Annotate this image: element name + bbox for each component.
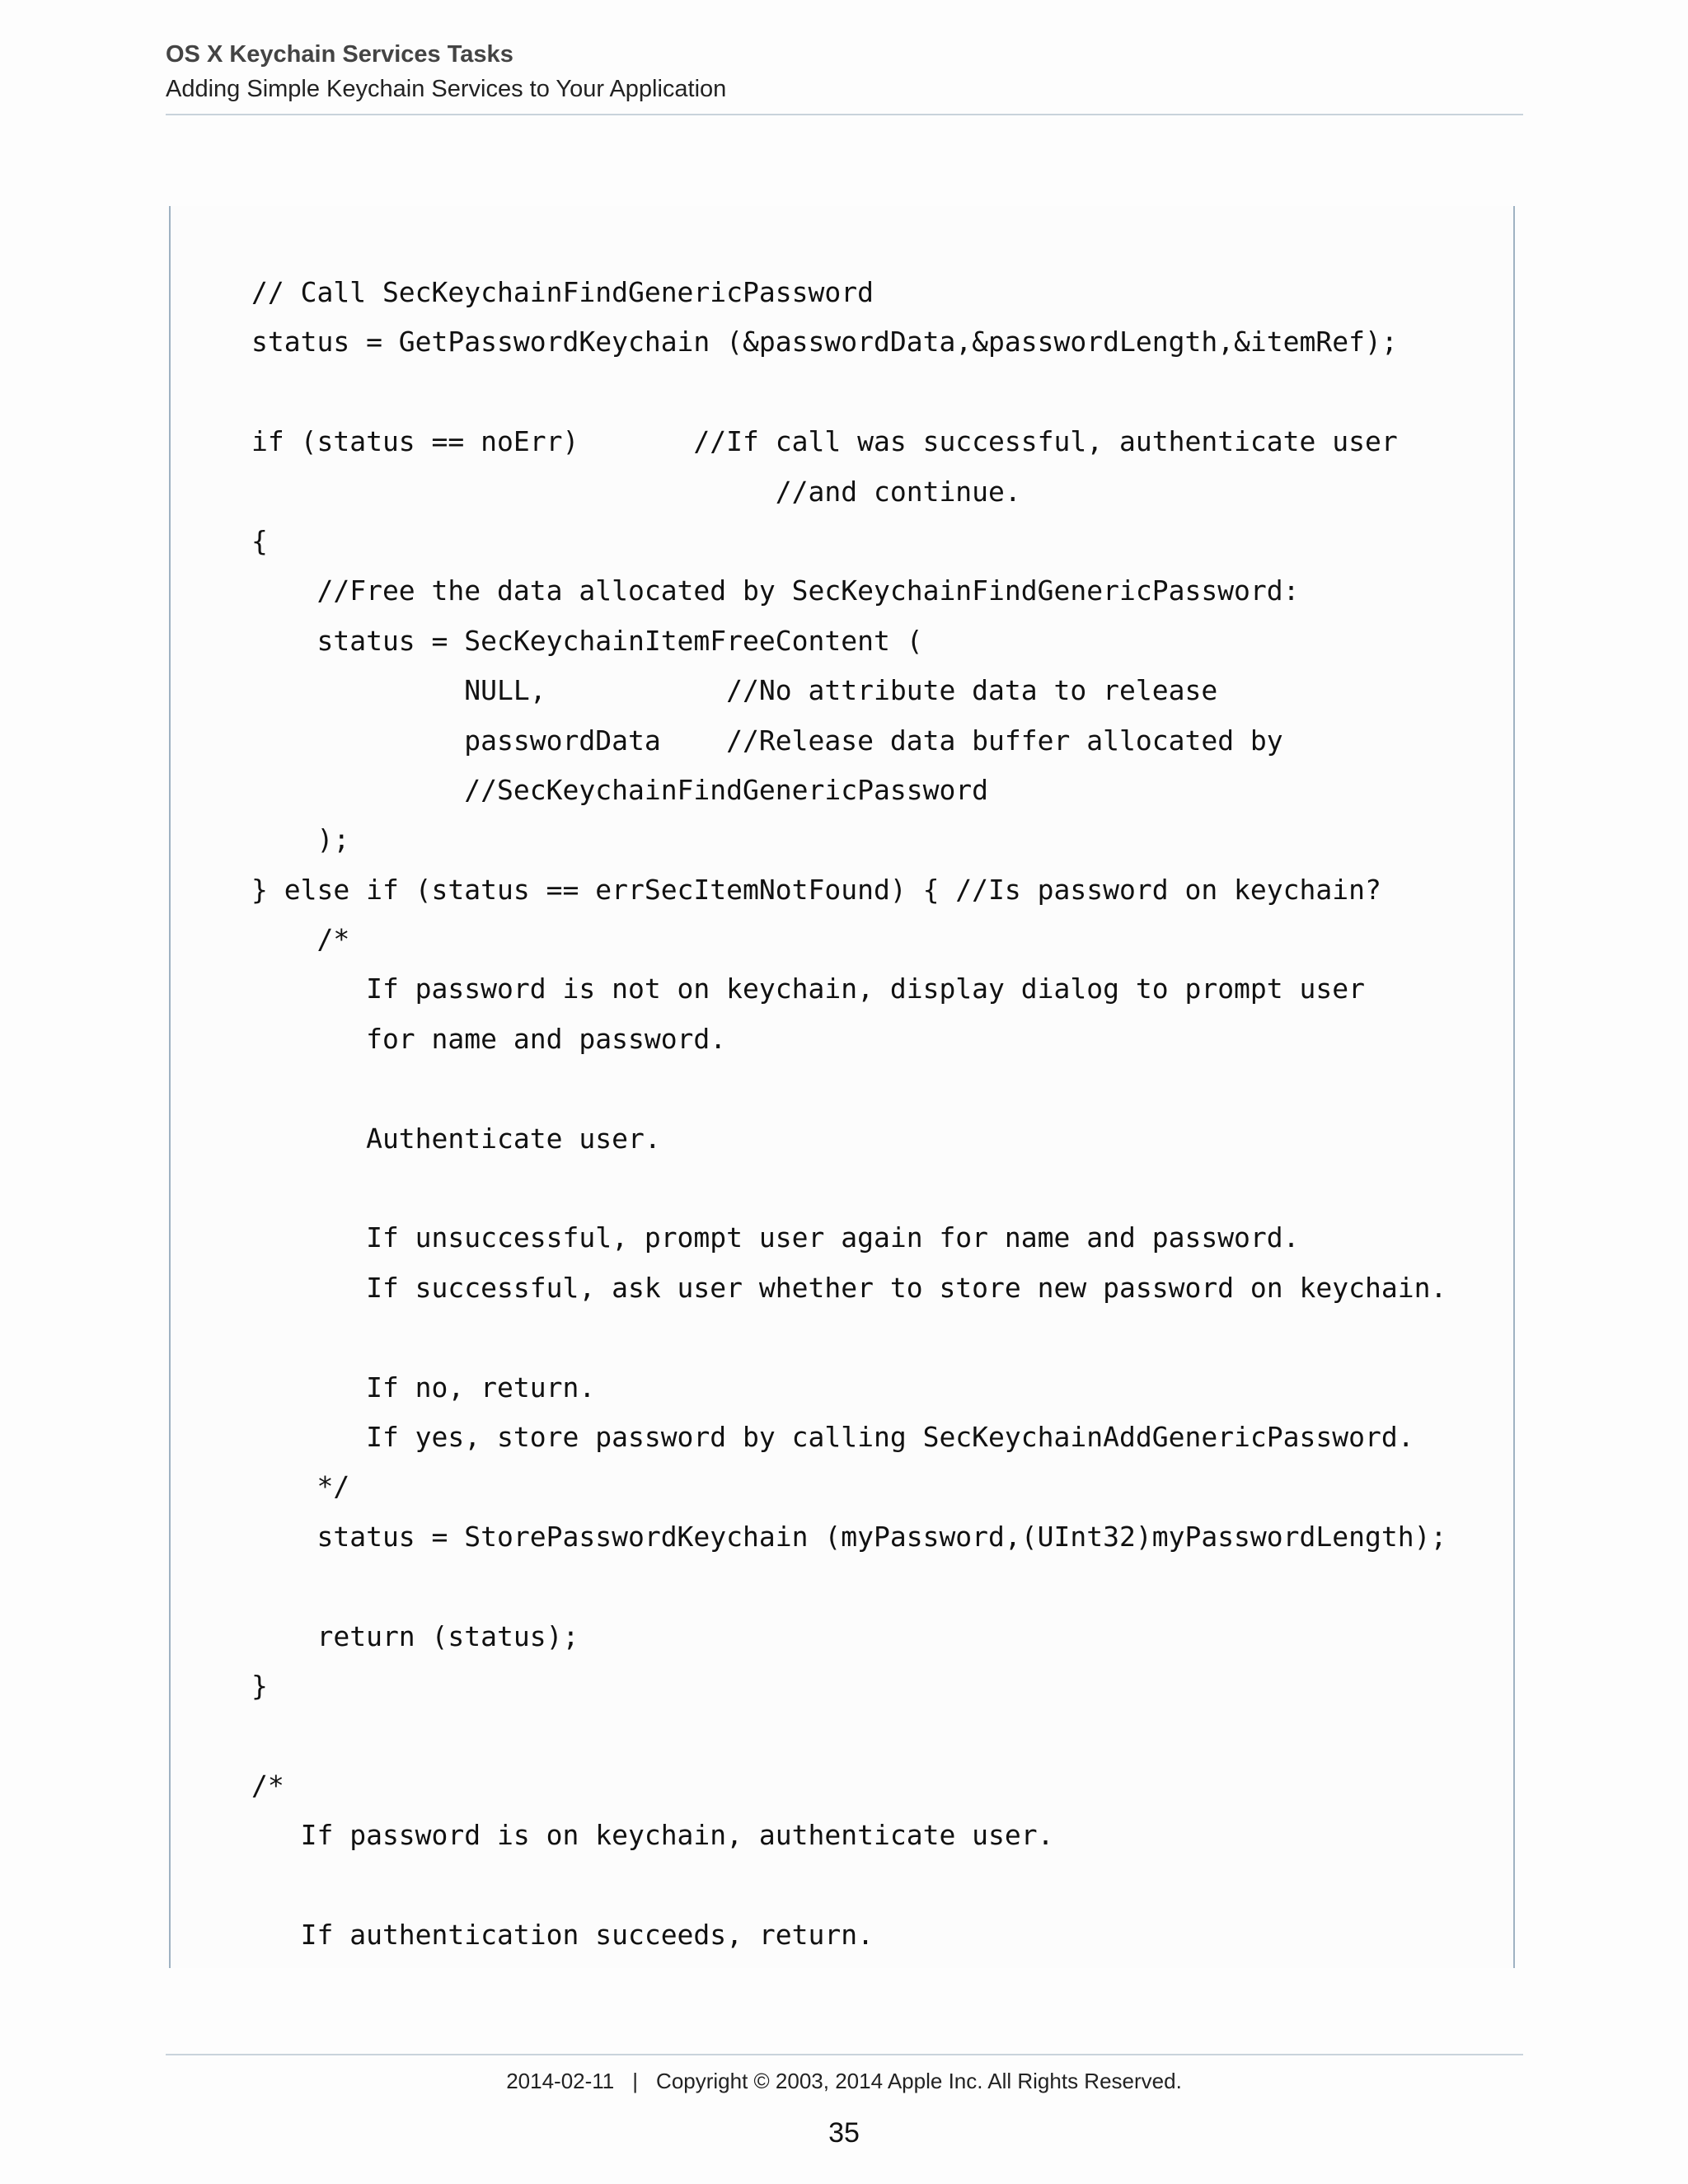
code-line xyxy=(251,1861,1488,1910)
code-line: Authenticate user. xyxy=(251,1122,661,1155)
code-line: status = SecKeychainItemFreeContent ( xyxy=(251,624,923,657)
code-line: If yes, store password by calling SecKeychainAddGenericPassword. xyxy=(251,1420,1414,1453)
code-line: If authentication succeeds, return. xyxy=(251,1918,874,1951)
code-line: passwordData //Release data buffer allocated by xyxy=(251,724,1283,757)
code-line: } else if (status == errSecItemNotFound) { //Is password on keychain? xyxy=(251,873,1381,906)
code-line: // Call SecKeychainFindGenericPassword xyxy=(251,276,874,308)
code-line: //Free the data allocated by SecKeychainFindGenericPassword: xyxy=(251,574,1300,607)
section-title: Adding Simple Keychain Services to Your Application xyxy=(166,76,727,102)
page-number: 35 xyxy=(828,2117,860,2149)
code-line: */ xyxy=(251,1470,350,1503)
code-line: return (status); xyxy=(251,1619,579,1652)
page-footer xyxy=(0,2064,1688,2097)
code-line: If unsuccessful, prompt user again for name and password. xyxy=(251,1221,1300,1254)
chapter-title: OS X Keychain Services Tasks xyxy=(166,41,513,68)
code-line xyxy=(251,368,1488,417)
code-listing-left-border xyxy=(169,206,171,1968)
footer-copyright: Copyright © 2003, 2014 Apple Inc. All Rights Reserved. xyxy=(656,2069,1182,2093)
code-line xyxy=(251,1064,1488,1113)
code-line: If password is on keychain, authenticate user. xyxy=(251,1819,1054,1852)
page-header xyxy=(166,38,1523,107)
code-line: status = StorePasswordKeychain (myPassword,(UInt32)myPasswordLength); xyxy=(251,1520,1447,1553)
code-listing-right-border xyxy=(1513,206,1515,1968)
code-lines xyxy=(251,268,1488,1960)
code-line: If successful, ask user whether to store new password on keychain. xyxy=(251,1271,1447,1304)
code-line: status = GetPasswordKeychain (&passwordData,&passwordLength,&itemRef); xyxy=(251,326,1398,359)
footer-divider xyxy=(166,2054,1523,2055)
code-line: /* xyxy=(251,1769,284,1802)
code-line: ); xyxy=(251,823,350,856)
code-line xyxy=(251,1711,1488,1760)
code-line xyxy=(251,1164,1488,1213)
code-line: //SecKeychainFindGenericPassword xyxy=(251,773,989,806)
footer-date: 2014-02-11 xyxy=(506,2069,615,2093)
code-line: { xyxy=(251,524,268,557)
code-line xyxy=(251,1562,1488,1611)
footer-separator: | xyxy=(632,2069,639,2093)
code-line: If password is not on keychain, display dialog to prompt user xyxy=(251,972,1366,1005)
code-line: //and continue. xyxy=(251,475,1021,508)
code-line: if (status == noErr) //If call was successful, authenticate user xyxy=(251,425,1398,458)
code-line: NULL, //No attribute data to release xyxy=(251,674,1218,707)
code-line: If no, return. xyxy=(251,1371,596,1404)
header-divider xyxy=(166,114,1523,115)
code-line: /* xyxy=(251,923,350,956)
code-line xyxy=(251,1313,1488,1362)
code-line: for name and password. xyxy=(251,1022,727,1055)
code-line: } xyxy=(251,1669,268,1702)
